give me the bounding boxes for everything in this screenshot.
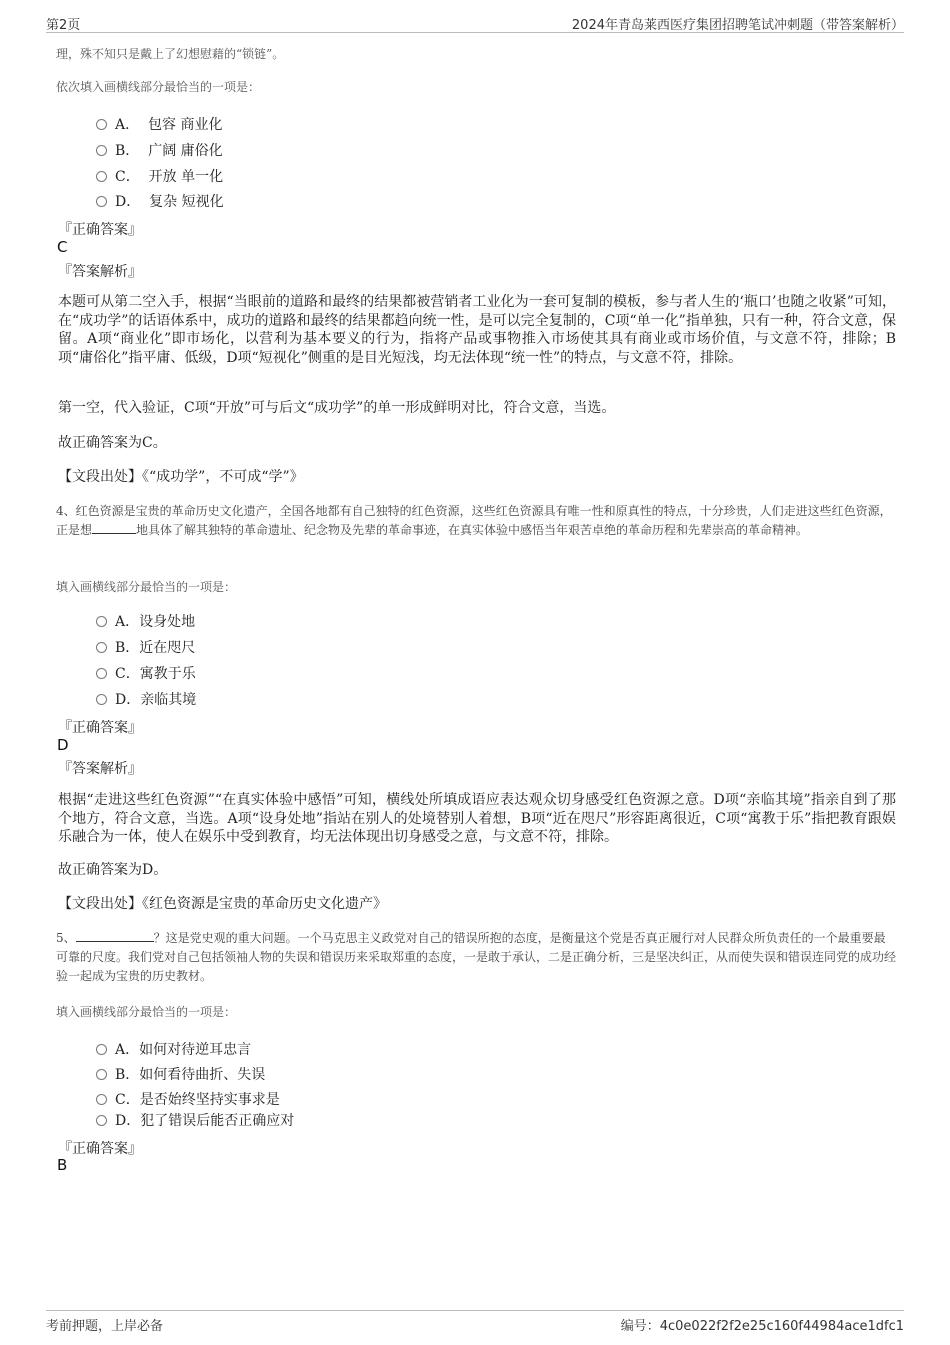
option-b[interactable]: B．如何看待曲折、失误 — [96, 1064, 265, 1086]
answer-value: D — [57, 736, 69, 754]
option-b[interactable]: B． 广阔 庸俗化 — [96, 140, 223, 162]
option-c[interactable]: C．寓教于乐 — [96, 663, 196, 685]
source-text: 【文段出处】《红色资源是宝贵的革命历史文化遗产》 — [58, 896, 387, 912]
analysis-label: 『答案解析』 — [58, 264, 142, 280]
radio-icon[interactable] — [96, 145, 107, 156]
analysis-label: 『答案解析』 — [58, 761, 142, 777]
conclusion-text: 故正确答案为D。 — [58, 862, 168, 878]
option-c[interactable]: C． 开放 单一化 — [96, 166, 223, 188]
radio-icon[interactable] — [96, 616, 107, 627]
option-d[interactable]: D．亲临其境 — [96, 689, 196, 711]
page-footer — [46, 1310, 904, 1335]
conclusion-text: 故正确答案为C。 — [58, 435, 167, 451]
document-code: 编号：4c0e022f2f2e25c160f44984ace1dfc1 — [620, 1319, 904, 1334]
page-number: 第2页 — [46, 18, 81, 33]
previous-question-continuation: 理，殊不知只是戴上了幻想慰藉的“锁链”。 — [56, 47, 285, 61]
radio-icon[interactable] — [96, 171, 107, 182]
page-header — [46, 12, 904, 33]
question-stem: 4、红色资源是宝贵的革命历史文化遗产，全国各地都有自己独特的红色资源，这些红色资源具有唯一性和原真性的特点，十分珍贵，人们走进这些红色资源，正是想 地具体了解其独特的革命遗址、纪念物及先辈的革命事迹，在真实体验中感悟当年艰苦卓绝的革命历程和先辈崇高的革命精神。 — [56, 504, 892, 537]
option-c[interactable]: C．是否始终坚持实事求是 — [96, 1089, 280, 1111]
answer-value: C — [57, 238, 68, 256]
option-a[interactable]: A．设身处地 — [96, 611, 195, 633]
option-a[interactable]: A．如何对待逆耳忠言 — [96, 1039, 251, 1061]
question-prompt: 填入画横线部分最恰当的一项是： — [56, 580, 237, 594]
answer-label: 『正确答案』 — [58, 222, 142, 238]
radio-icon[interactable] — [96, 119, 107, 130]
footer-slogan: 考前押题，上岸必备 — [46, 1319, 164, 1334]
radio-icon[interactable] — [96, 1115, 107, 1126]
option-d[interactable]: D．犯了错误后能否正确应对 — [96, 1110, 294, 1132]
radio-icon[interactable] — [96, 1094, 107, 1105]
answer-label: 『正确答案』 — [58, 1141, 142, 1157]
answer-value: B — [57, 1156, 68, 1174]
fill-blank — [92, 521, 136, 534]
question-prompt: 填入画横线部分最恰当的一项是： — [56, 1005, 237, 1019]
question-prompt: 依次填入画横线部分最恰当的一项是： — [56, 80, 261, 94]
radio-icon[interactable] — [96, 694, 107, 705]
document-title: 2024年青岛莱西医疗集团招聘笔试冲刺题（带答案解析） — [571, 18, 904, 33]
answer-label: 『正确答案』 — [58, 720, 142, 736]
fill-blank — [76, 929, 154, 942]
verification-text: 第一空，代入验证，C项“开放”可与后文“成功学”的单一形成鲜明对比，符合文意，当选。 — [58, 400, 616, 416]
option-b[interactable]: B．近在咫尺 — [96, 637, 195, 659]
analysis-text: 本题可从第二空入手，根据“当眼前的道路和最终的结果都被营销者工业化为一套可复制的模板，参与者人生的‘瓶口’也随之收紧”可知，在“成功学”的话语体系中，成功的道路和最终的结果都趋向统一性，是可以完全复制的，C项“单一化”指单独，只有一种，符合文意，保留。A项“商业化”即市场化，以营利为基本要义的行为，指将产品或事物推入市场使其具有商业或市场价值，与文意不符，排除；B项“庸俗化”指平庸、低级，D项“短视化”侧重的是目光短浅，均无法体现“统一性”的特点，与文意不符，排除。 — [58, 294, 896, 366]
analysis-text: 根据“走进这些红色资源”“在真实体验中感悟”可知，横线处所填成语应表达观众切身感受红色资源之意。D项“亲临其境”指亲自到了那个地方，符合文意，当选。A项“设身处地”指站在别人的处境替别人着想，B项“近在咫尺”形容距离很近，C项“寓教于乐”指把教育跟娱乐融合为一体，使人在娱乐中受到教育，均无法体现出切身感受之意，与文意不符，排除。 — [58, 792, 896, 845]
radio-icon[interactable] — [96, 1044, 107, 1055]
radio-icon[interactable] — [96, 196, 107, 207]
radio-icon[interactable] — [96, 668, 107, 679]
question-stem: 5、 ？这是党史观的重大问题。一个马克思主义政党对自己的错误所抱的态度，是衡量这个党是否真正履行对人民群众所负责任的一个最重要最可靠的尺度。我们党对自己包括领袖人物的失误和错误历来采取郑重的态度，一是敢于承认，二是正确分析，三是坚决纠正，从而使失误和错误连同党的成功经验一起成为宝贵的历史教材。 — [56, 931, 897, 983]
option-a[interactable]: A． 包容 商业化 — [96, 114, 222, 136]
radio-icon[interactable] — [96, 642, 107, 653]
source-text: 【文段出处】《“成功学”，不可成“学”》 — [58, 469, 304, 485]
radio-icon[interactable] — [96, 1069, 107, 1080]
option-d[interactable]: D． 复杂 短视化 — [96, 191, 224, 213]
